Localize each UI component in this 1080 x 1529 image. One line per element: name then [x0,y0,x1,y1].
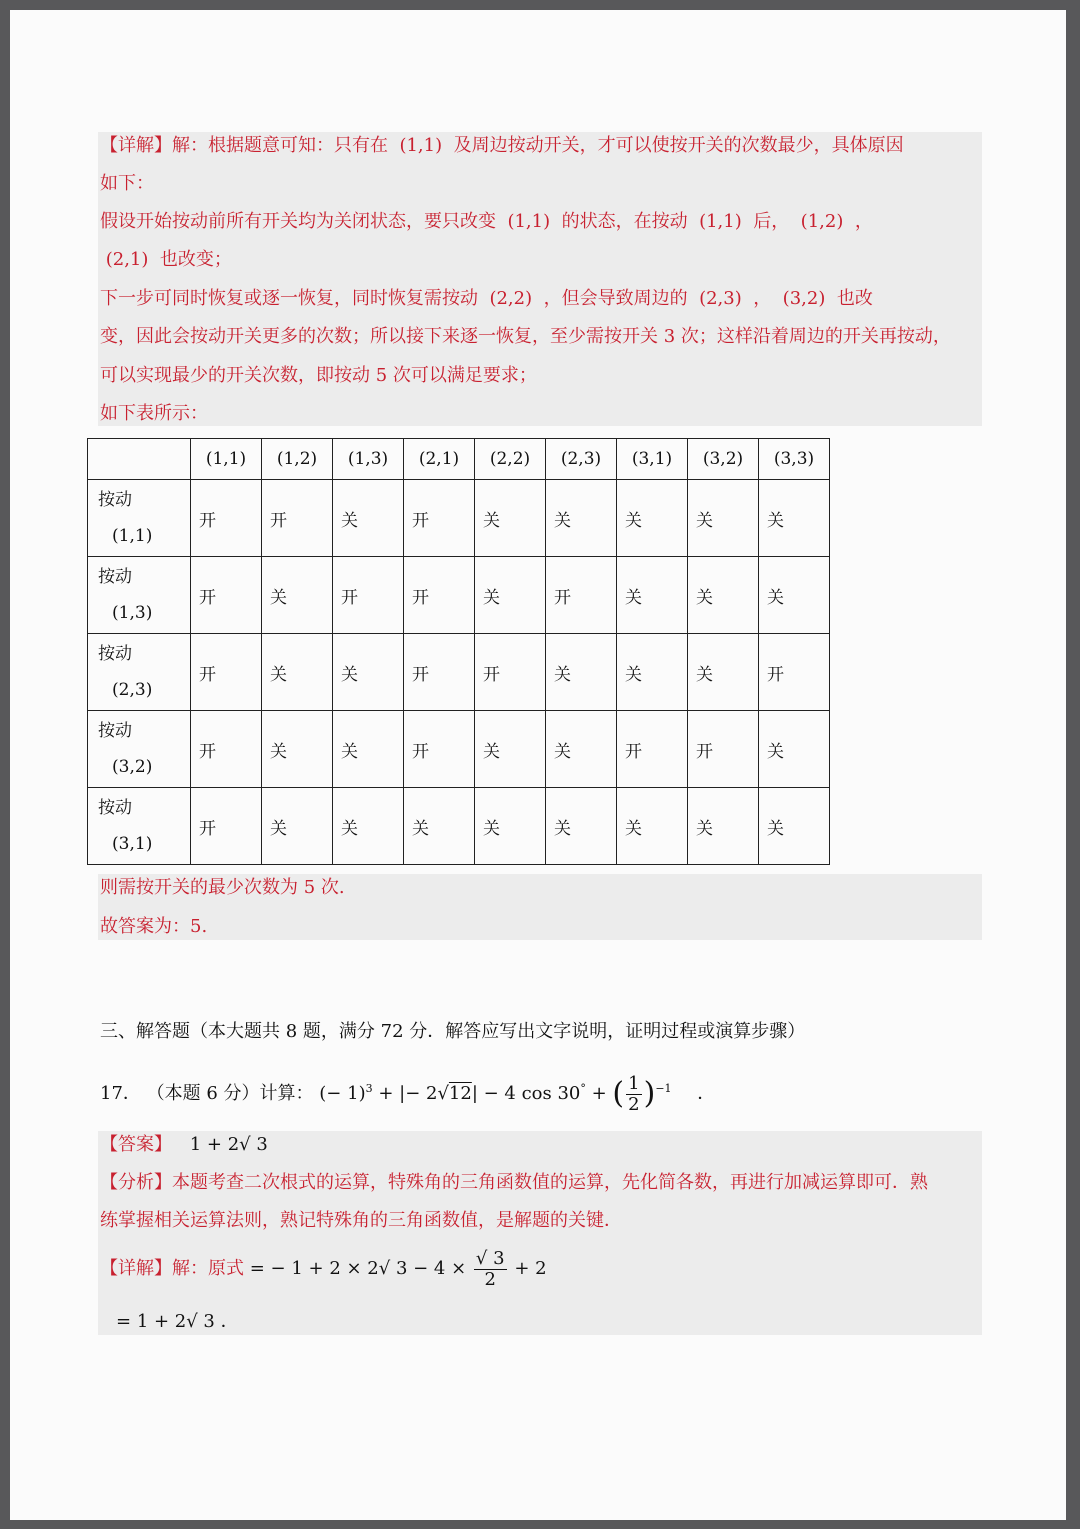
table-header-row [88,439,830,480]
text: 【详解】解：根据题意可知：只有在 [100,135,388,156]
fraction [626,1074,641,1115]
table-cell: 开 [191,557,262,634]
text: 故答案为：5. [100,916,208,937]
table-cell: 关 [617,788,688,865]
row-header [88,634,191,711]
table-cell: 关 [688,788,759,865]
conclusion-line-2 [100,915,207,939]
row-label: 1,3 [118,603,146,623]
table-cell: 关 [475,711,546,788]
table-cell: 关 [333,788,404,865]
table-cell: 关 [546,634,617,711]
text: 如下表所示： [100,403,208,424]
column-header: (2,1) [404,439,475,480]
table-cell: 开 [759,634,830,711]
coord-pair: (1,1) [393,135,448,156]
table-cell: 关 [404,788,475,865]
table-cell: 开 [191,711,262,788]
header-label: 3,3 [780,449,808,469]
table-cell: 开 [617,711,688,788]
coord-value: 2,2 [496,288,526,309]
table-cell: 关 [333,480,404,557]
coord-pair: (3,2) [776,288,832,309]
explanation-line-5 [100,287,873,311]
coord-pair: (2,2) [483,288,538,309]
row-prefix: 按动 [98,490,132,510]
coord-value: 1,1 [706,211,735,232]
row-label: 3,2 [118,757,146,777]
table-cell: 开 [404,480,475,557]
coord-pair: (2,3) [693,288,748,309]
table-cell: 开 [191,634,262,711]
table-cell: 开 [191,788,262,865]
header-label: 3,2 [709,449,737,469]
number: 5 [375,365,388,386]
numerator: 1 [628,1072,640,1094]
column-header: (3,2) [688,439,759,480]
text: ， [854,211,873,232]
explanation-line-8 [100,402,208,426]
explanation-line-6 [100,325,951,349]
table-cell: 关 [262,634,333,711]
header-label: 1,3 [354,449,382,469]
exponent: 3 [365,1082,373,1095]
explanation-line-7 [100,364,537,388]
row-label: 3,1 [118,834,146,854]
table-cell: 开 [404,557,475,634]
table-cell: 关 [617,557,688,634]
coord-value: 3,2 [789,288,819,309]
math-term: − 1 + 2 × 2√ 3 − 4 × [270,1258,467,1279]
table-cell: 关 [759,557,830,634]
answer-line [100,1133,268,1157]
table-row [88,480,830,557]
text: ，但会导致周边的 [543,288,688,309]
table-cell: 关 [262,711,333,788]
table-cell: 关 [546,711,617,788]
table-cell: 开 [404,634,475,711]
row-header [88,711,191,788]
text: 可以实现最少的开关次数，即按动 [100,365,370,386]
column-header: (1,1) [191,439,262,480]
table-cell: 开 [404,711,475,788]
analysis-line-2 [100,1209,622,1233]
text: 三、解答题（本大题共 8 题，满分 72 分．解答应写出文字说明，证明过程或演算步骤） [100,1021,806,1042]
header-label: 2,3 [567,449,595,469]
table-cell: 关 [759,788,830,865]
table-cell: 关 [475,788,546,865]
math-term: + 2 [514,1258,547,1279]
table-row [88,557,830,634]
explanation-line-4 [100,248,232,272]
row-coord: (3,1) [112,834,153,854]
answer-tag: 【答案】 [100,1134,172,1155]
answer-highlight [98,1131,982,1335]
answer-value: 1 + 2√ 3 [189,1134,268,1155]
table-cell: 关 [688,480,759,557]
header-label: 2,2 [496,449,524,469]
row-header [88,480,191,557]
text: 也改 [836,288,873,309]
analysis-line-1 [100,1171,928,1195]
explanation-line-2 [100,172,154,196]
coord-pair: (1,1) [693,211,748,232]
row-coord: (3,2) [112,757,153,777]
explanation-line-3 [100,210,873,234]
numerator: √ 3 [475,1247,505,1269]
row-label: 1,1 [118,526,146,546]
section-heading [100,1020,805,1044]
math-term: − 2√ [405,1083,449,1104]
question-17: 17． （本题 6 分）计算： (− 1)$^3$ + |− 2√12| − 4 cos 30° + ( $\frac{1}{2}$ )$^{-1}$ ． [100,1072,716,1115]
text: 也改变； [159,249,232,270]
table-cell: 关 [475,480,546,557]
table-cell: 关 [617,480,688,557]
row-label: 2,3 [118,680,146,700]
row-header [88,557,191,634]
table-cell: 关 [262,788,333,865]
header-label: 1,1 [212,449,240,469]
text: ， [753,288,772,309]
header-label: 2,1 [425,449,453,469]
coord-pair: (1,2) [794,211,850,232]
fraction [474,1249,507,1290]
table-row [88,711,830,788]
conclusion-line-1 [100,876,345,900]
table-cell: 开 [333,557,404,634]
text: 变，因此会按动开关更多的次数；所以接下来逐一恢复，至少需按开关 [100,326,658,347]
table-cell: 关 [759,711,830,788]
column-header: (2,3) [546,439,617,480]
table-cell: 关 [688,634,759,711]
coord-pair: (1,1) [501,211,556,232]
table-cell: 关 [688,557,759,634]
table-cell: 关 [759,480,830,557]
row-prefix: 按动 [98,644,132,664]
table-cell: 开 [262,480,333,557]
text: 及周边按动开关，才可以使按开关的次数最少，具体原因 [453,135,904,156]
switch-state-table [87,438,830,865]
text: 后， [753,211,790,232]
text: 下一步可同时恢复或逐一恢复，同时恢复需按动 [100,288,478,309]
text: 练掌握相关运算法则，熟记特殊角的三角函数值，是解题的关键． [100,1210,622,1231]
text: 假设开始按动前所有开关均为关闭状态，要只改变 [100,211,496,232]
table-cell: 关 [546,480,617,557]
math-term: − 1 [326,1083,359,1104]
table-cell: 关 [333,711,404,788]
explanation-line-1 [100,134,904,158]
table-cell: 关 [333,634,404,711]
column-header: (2,2) [475,439,546,480]
period: ． [697,1083,716,1104]
text: 【分析】本题考查二次根式的运算，特殊角的三角函数值的运算，先化简各数，再进行加减运算即可．熟 [100,1172,928,1193]
table-cell: 关 [262,557,333,634]
text: 的状态，在按动 [561,211,688,232]
table-cell: 开 [688,711,759,788]
header-label: 1,2 [283,449,311,469]
table-cell: 开 [475,634,546,711]
row-prefix: 按动 [98,798,132,818]
row-header [88,788,191,865]
row-coord: (1,1) [112,526,153,546]
coord-value: 2,1 [112,249,142,270]
table-cell: 关 [617,634,688,711]
column-header: (1,2) [262,439,333,480]
table-cell: 关 [546,788,617,865]
text: 则需按开关的最少次数为 5 次. [100,877,345,898]
text: 次可以满足要求； [392,365,537,386]
column-header: (3,1) [617,439,688,480]
text: 如下： [100,173,154,194]
header-label: 3,1 [638,449,666,469]
row-prefix: 按动 [98,567,132,587]
result-line: = 1 + 2√ 3 ． [116,1311,239,1332]
row-coord: (1,3) [112,603,153,623]
denominator: 2 [628,1093,640,1115]
question-number: 17． [100,1083,141,1104]
coord-value: 2,3 [706,288,735,309]
result-value: 1 + 2√ 3 ． [136,1311,239,1332]
table-cell: 开 [546,557,617,634]
text: 【详解】解：原式 [100,1258,244,1279]
table-cell: 开 [191,480,262,557]
exponent: −1 [655,1082,672,1095]
text: 次；这样沿着周边的开关再按动， [680,326,951,347]
table-row [88,634,830,711]
table-corner-cell [88,439,191,480]
coord-pair: (2,1) [100,249,155,270]
detail-line: 【详解】解：原式 = − 1 + 2 × 2√ 3 − 4 × $\frac{√ 3}{2}$ + 2 [100,1247,547,1290]
number: 3 [663,326,676,347]
denominator: 2 [484,1268,496,1290]
radicand: 12 [448,1083,472,1104]
coord-value: 1,1 [514,211,544,232]
table-cell: 关 [475,557,546,634]
row-coord: (2,3) [112,680,153,700]
question-label: （本题 6 分）计算： [146,1083,314,1104]
coord-value: 1,2 [807,211,837,232]
row-prefix: 按动 [98,721,132,741]
column-header: (3,3) [759,439,830,480]
coord-value: 1,1 [406,135,436,156]
math-term: − 4 cos 30 [483,1083,581,1104]
column-header: (1,3) [333,439,404,480]
table-row [88,788,830,865]
